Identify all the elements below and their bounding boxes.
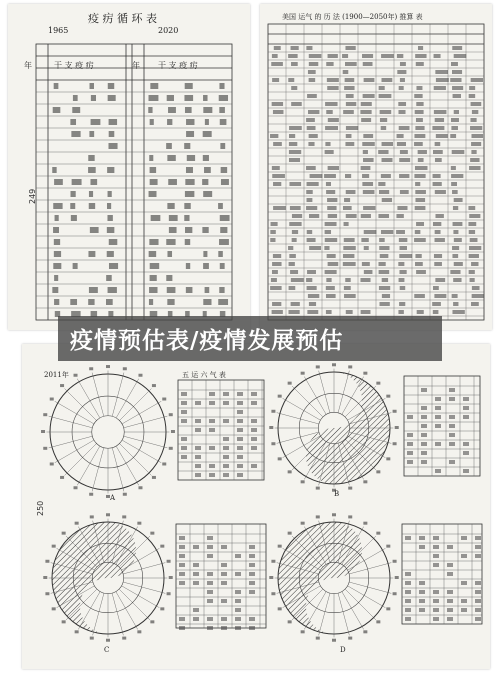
cycle-table-year-end: 2020 <box>158 26 179 35</box>
cycle-table-header-cycle-1: 干 支 疫 疠 <box>54 61 94 70</box>
cycle-table-year-start: 1965 <box>48 26 69 35</box>
epidemic-diagram-page <box>22 344 490 669</box>
left-page-number: 249 <box>28 188 37 204</box>
title-banner <box>58 316 442 361</box>
diagram-label-b: B <box>334 490 340 498</box>
diagram-label-a: A <box>110 494 116 502</box>
cycle-table-grid <box>8 4 250 330</box>
cycle-table-title: 疫 疠 循 环 表 <box>88 12 157 25</box>
calendar-table-title: 美国 运气 的 历 法 (1900—2050年) 推算 表 <box>282 13 423 21</box>
cycle-table-header-year-1: 年 <box>24 61 32 70</box>
bottom-page-number: 250 <box>36 500 45 516</box>
banner-title: 疫情预估表/疫情发展预估 <box>70 328 344 354</box>
calendar-table-page <box>260 4 492 330</box>
diagram-label-c: C <box>104 646 110 654</box>
diagram-table-title: 五 运 六 气 表 <box>182 371 226 379</box>
epidemic-cycle-table-page <box>8 4 250 330</box>
cycle-table-header-cycle-2: 干 支 疫 疠 <box>158 61 198 70</box>
circle-diagrams <box>22 344 490 669</box>
cycle-table-header-year-2: 年 <box>132 61 140 70</box>
calendar-table-grid <box>260 4 492 330</box>
diagram-label-d: D <box>340 646 346 654</box>
diagram-year-tag: 2011年 <box>44 371 69 379</box>
